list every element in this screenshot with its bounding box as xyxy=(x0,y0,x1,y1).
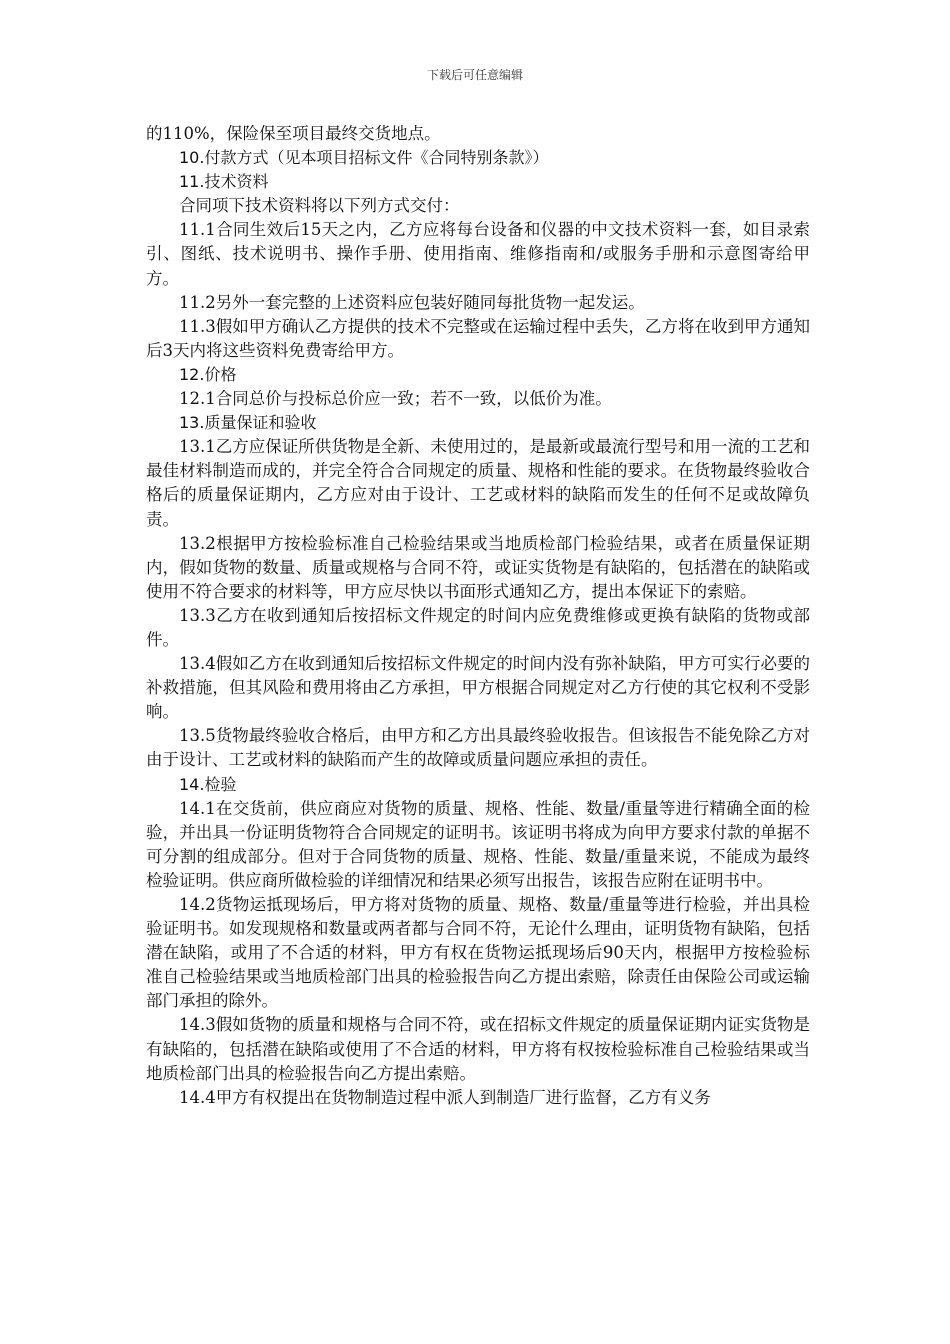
paragraph: 13.3乙方在收到通知后按招标文件规定的时间内应免费维修或更换有缺陷的货物或部件。 xyxy=(146,605,810,649)
section-heading: 12.价格 xyxy=(179,364,237,384)
paragraph: 11.3假如甲方确认乙方提供的技术不完整或在运输过程中丢失，乙方将在收到甲方通知后3天内将这些资料免费寄给甲方。 xyxy=(146,316,810,360)
document-body xyxy=(146,122,810,1110)
page-header: 下载后可任意编辑 xyxy=(426,68,523,82)
section-heading: 10.付款方式（见本项目招标文件《合同特别条款》） xyxy=(179,148,549,168)
section-heading: 13.质量保证和验收 xyxy=(179,413,317,433)
paragraph: 11.1合同生效后15天之内，乙方应将每台设备和仪器的中文技术资料一套，如目录索引、图纸、技术说明书、操作手册、使用指南、维修指南和/或服务手册和示意图寄给甲方。 xyxy=(146,220,810,288)
paragraph: 14.1在交货前，供应商应对货物的质量、规格、性能、数量/重量等进行精确全面的检验，并出具一份证明货物符合合同规定的证明书。该证明书将成为向甲方要求付款的单据不可分割的组成部分。但对于合同货物的质量、规格、性能、数量/重量来说，不能成为最终检验证明。供应商所做检验的详细情况和结果必须写出报告，该报告应附在证明书中。 xyxy=(146,798,810,890)
paragraph: 12.1合同总价与投标总价应一致；若不一致，以低价为准。 xyxy=(179,389,612,409)
paragraph: 合同项下技术资料将以下列方式交付： xyxy=(179,196,460,216)
paragraph: 13.1乙方应保证所供货物是全新、未使用过的，是最新或最流行型号和用一流的工艺和最佳材料制造而成的，并完全符合合同规定的质量、规格和性能的要求。在货物最终验收合格后的质量保证期内，乙方应对由于设计、工艺或材料的缺陷而发生的任何不足或故障负责。 xyxy=(146,437,810,529)
paragraph: 13.2根据甲方按检验标准自己检验结果或当地质检部门检验结果，或者在质量保证期内，假如货物的数量、质量或规格与合同不符，或证实货物是有缺陷的，包括潜在的缺陷或使用不符合要求的材料等，甲方应尽快以书面形式通知乙方，提出本保证下的索赔。 xyxy=(146,533,810,601)
section-heading: 14.检验 xyxy=(179,774,237,794)
paragraph: 11.2另外一套完整的上述资料应包装好随同每批货物一起发运。 xyxy=(179,292,645,312)
paragraph: 14.4甲方有权提出在货物制造过程中派人到制造厂进行监督，乙方有义务 xyxy=(179,1087,711,1107)
section-heading: 11.技术资料 xyxy=(179,172,269,192)
paragraph: 14.3假如货物的质量和规格与合同不符，或在招标文件规定的质量保证期内证实货物是有缺陷的，包括潜在缺陷或使用了不合适的材料，甲方将有权按检验标准自己检验结果或当地质检部门出具的检验报告向乙方提出索赔。 xyxy=(146,1015,810,1083)
paragraph: 13.5货物最终验收合格后，由甲方和乙方出具最终验收报告。但该报告不能免除乙方对由于设计、工艺或材料的缺陷而产生的故障或质量问题应承担的责任。 xyxy=(146,726,810,770)
paragraph: 13.4假如乙方在收到通知后按招标文件规定的时间内没有弥补缺陷，甲方可实行必要的补救措施，但其风险和费用将由乙方承担，甲方根据合同规定对乙方行使的其它权利不受影响。 xyxy=(146,654,810,722)
paragraph: 14.2货物运抵现场后，甲方将对货物的质量、规格、数量/重量等进行检验，并出具检验证明书。如发现规格和数量或两者都与合同不符，无论什么理由，证明货物有缺陷，包括潜在缺陷，或用了不合适的材料，甲方有权在货物运抵现场后90天内，根据甲方按检验标准自己检验结果或当地质检部门出具的检验报告向乙方提出索赔，除责任由保险公司或运输部门承担的除外。 xyxy=(146,895,810,1011)
paragraph: 的110%，保险保至项目最终交货地点。 xyxy=(146,124,441,143)
